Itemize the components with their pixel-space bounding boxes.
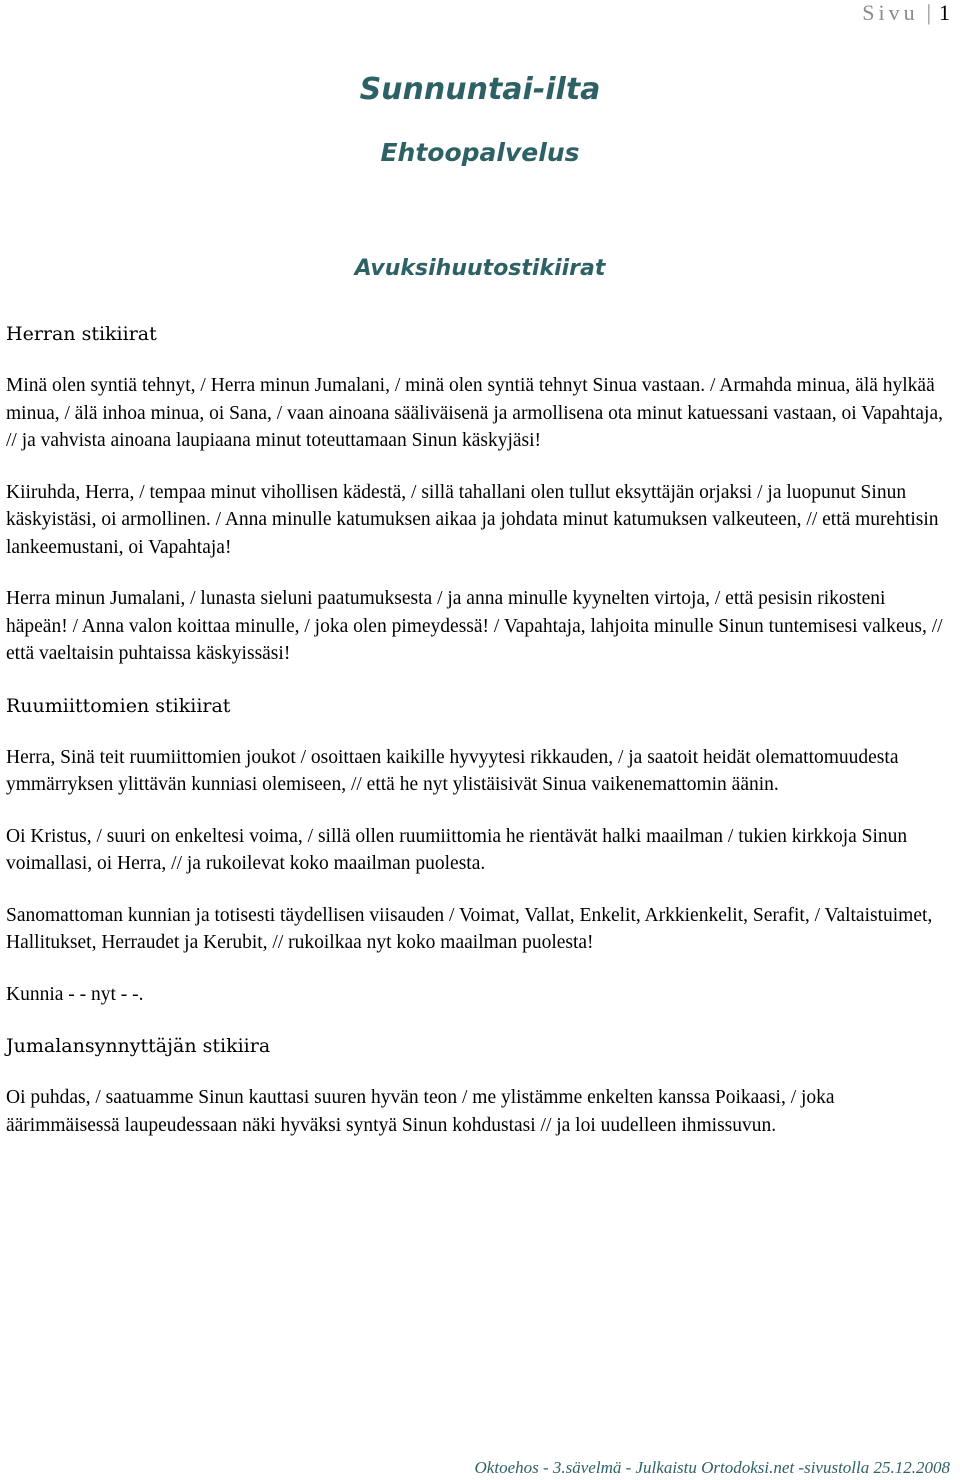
paragraph: Oi puhdas, / saatuamme Sinun kauttasi suuren hyvän teon / me ylistämme enkelten kanssa Poikaasi, / joka äärimmäisessä laupeudessaan näki hyväksi syntyä Sinun kohdustasi // ja loi uudelleen ihmissuvun. [6, 1087, 835, 1136]
section-heading-ruumiittomien: Ruumiittomien stikiirat [6, 694, 231, 717]
section-title: Avuksihuutostikiirat [354, 256, 606, 281]
document-body [6, 320, 951, 1139]
page-number-value: 1 [939, 0, 950, 25]
paragraph: Herra, Sinä teit ruumiittomien joukot / osoittaen kaikille hyvyytesi rikkauden, / ja saatoit heidät olemattomuudesta ymmärryksen ylittävän kunniasi olemiseen, // että he nyt ylistäisivät Sinua vaikenemattomin äänin. [6, 746, 899, 795]
paragraph: Herra minun Jumalani, / lunasta sieluni paatumuksesta / ja anna minulle kyynelten virtoja, / että pesisin rikosteni häpeän! / Anna valon koittaa minulle, / joka olen pimeydessä! / Vapahtaja, lahjoita minulle Sinun tuntemisesi valkeus, // että vaeltaisin puhtaissa käskyissäsi! [6, 588, 943, 664]
page-title: Sunnuntai-ilta [359, 72, 601, 107]
paragraph: Kunnia - - nyt - -. [6, 983, 144, 1005]
paragraph: Kiiruhda, Herra, / tempaa minut vihollisen kädestä, / sillä tahallani olen tullut eksyttäjän orjaksi / ja luopunut Sinun käskyistäsi, oi armollinen. / Anna minulle katumuksen aikaa ja johdata minut katumuksen valkeuteen, // että murehtisin lankeemustani, oi Vapahtaja! [6, 481, 939, 558]
section-heading-jumalansynnyttajan: Jumalansynnyttäjän stikiira [6, 1035, 271, 1057]
paragraph: Sanomattoman kunnian ja totisesti täydellisen viisauden / Voimat, Vallat, Enkelit, Arkkienkelit, Serafit, / Valtaistuimet, Hallitukset, Herraudet ja Kerubit, // rukoilkaa nyt koko maailman puolesta! [6, 904, 933, 953]
paragraph: Oi Kristus, / suuri on enkeltesi voima, / sillä ollen ruumiittomia he rientävät halki maailman / tukien kirkkoja Sinun voimallasi, oi Herra, // ja rukoilevat koko maailman puolesta. [6, 825, 908, 874]
page-separator: | [926, 0, 935, 25]
footer-text: Oktoehos - 3.sävelmä - Julkaistu Ortodoksi.net -sivustolla 25.12.2008 [474, 1458, 950, 1477]
page-subtitle: Ehtoopalvelus [380, 138, 580, 167]
page-number [862, 0, 950, 26]
section-heading-herran: Herran stikiirat [6, 323, 157, 345]
page-label: Sivu [862, 0, 919, 25]
paragraph: Minä olen syntiä tehnyt, / Herra minun Jumalani, / minä olen syntiä tehnyt Sinua vastaan. / Armahda minua, älä hylkää minua, / älä inhoa minua, oi Sana, / vaan ainoana sääliväisenä ja armollisena ota minut katuessani vastaan, oi Vapahtaja, // ja vahvista ainoana laupiaana minut toteuttamaan Sinun käskyjäsi! [6, 375, 943, 451]
